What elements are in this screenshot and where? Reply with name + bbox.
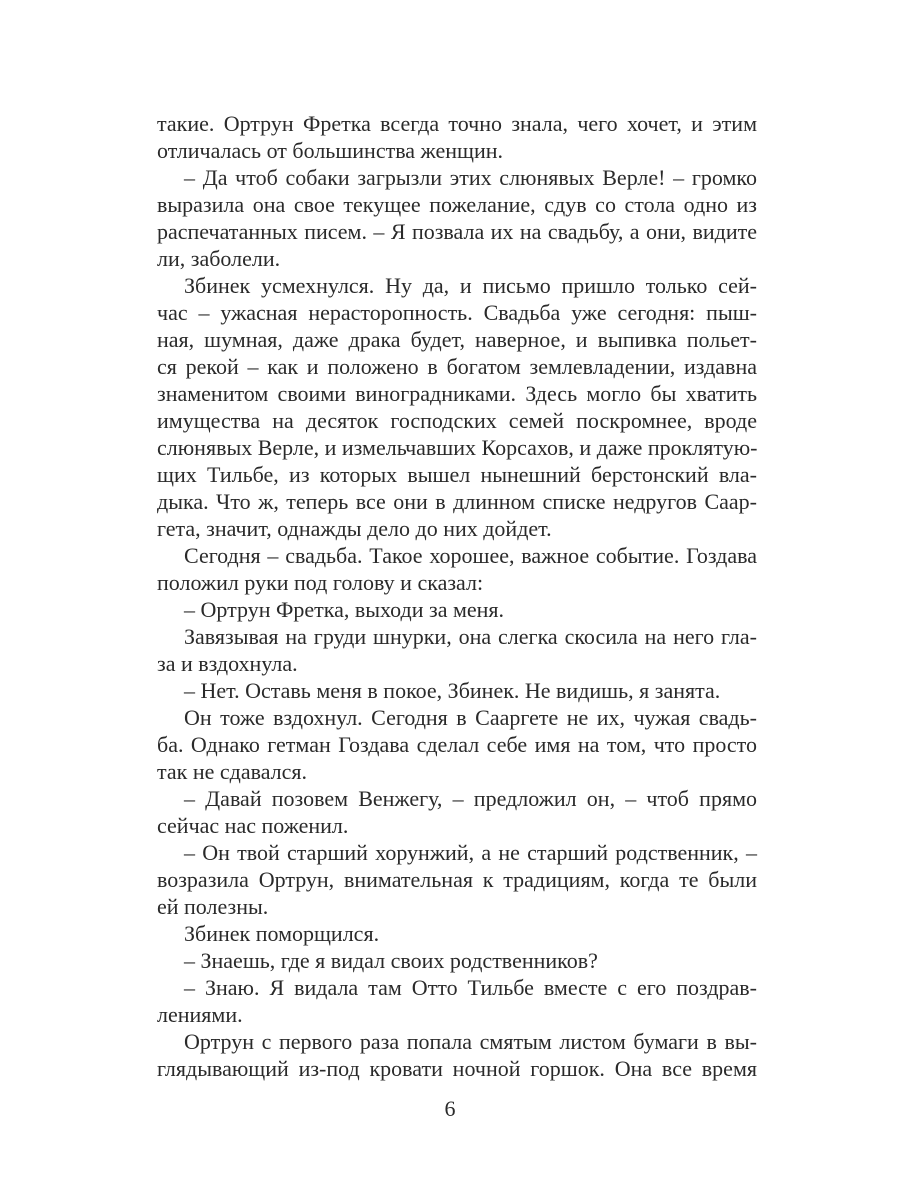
text-line: выразила она свое текущее пожелание, сдув со стола одно из	[157, 192, 757, 217]
text-line: ная, шумная, даже драка будет, наверное, и выпивка польет-	[157, 327, 757, 352]
text-line: щих Тильбе, из которых вышел нынешний берстонский вла-	[157, 462, 757, 487]
text-line: возразила Ортрун, внимательная к традициям, когда те были	[157, 867, 757, 892]
text-line: Ортрун с первого раза попала смятым листом бумаги в вы-	[184, 1029, 757, 1054]
text-line: – Знаешь, где я видал своих родственников?	[184, 948, 598, 973]
text-line: – Давай позовем Венжегу, – предложил он, – чтоб прямо	[184, 786, 757, 811]
text-line: ба. Однако гетман Гоздава сделал себе имя на том, что просто	[157, 732, 757, 757]
text-line: Сегодня – свадьба. Такое хорошее, важное событие. Гоздава	[184, 543, 757, 568]
text-line: – Ортрун Фретка, выходи за меня.	[184, 597, 505, 622]
text-line: имущества на десяток господских семей поскромнее, вроде	[157, 408, 757, 433]
text-line: сейчас нас поженил.	[157, 813, 349, 838]
text-line: глядывающий из-под кровати ночной горшок. Она все время	[157, 1056, 757, 1081]
text-line: знаменитом своими виноградниками. Здесь могло бы хватить	[157, 381, 757, 406]
text-line: – Знаю. Я видала там Отто Тильбе вместе с его поздрав-	[184, 975, 757, 1000]
text-line: такие. Ортрун Фретка всегда точно знала, чего хочет, и этим	[157, 111, 757, 136]
text-line: распечатанных писем. – Я позвала их на свадьбу, а они, видите	[157, 219, 757, 244]
text-line: ей полезны.	[157, 894, 269, 919]
text-line: Завязывая на груди шнурки, она слегка скосила на него гла-	[184, 624, 757, 649]
body-text	[157, 110, 757, 1082]
text-line: слюнявых Верле, и измельчавших Корсахов, и даже проклятую-	[157, 435, 758, 460]
text-line: лениями.	[157, 1002, 243, 1027]
text-line: ли, заболели.	[157, 246, 281, 271]
text-line: гета, значит, однажды дело до них дойдет.	[157, 516, 552, 541]
text-line: ся рекой – как и положено в богатом землевладении, издавна	[157, 354, 757, 379]
text-line: дыка. Что ж, теперь все они в длинном списке недругов Саар-	[157, 489, 757, 514]
page-number: 6	[444, 1096, 456, 1121]
text-line: – Он твой старший хорунжий, а не старший родственник, –	[184, 840, 757, 865]
text-line: час – ужасная нерасторопность. Свадьба уже сегодня: пыш-	[157, 300, 757, 325]
text-line: Збинек усмехнулся. Ну да, и письмо пришло только сей-	[184, 273, 757, 298]
text-line: – Да чтоб собаки загрызли этих слюнявых Верле! – громко	[184, 165, 757, 190]
text-line: – Нет. Оставь меня в покое, Збинек. Не видишь, я занята.	[184, 678, 721, 703]
text-line: Он тоже вздохнул. Сегодня в Сааргете не их, чужая свадь-	[184, 705, 757, 730]
text-line: так не сдавался.	[157, 759, 308, 784]
text-line: отличалась от большинства женщин.	[157, 138, 503, 163]
text-line: Збинек поморщился.	[184, 921, 380, 946]
text-line: за и вздохнула.	[157, 651, 298, 676]
text-line: положил руки под голову и сказал:	[157, 570, 484, 595]
